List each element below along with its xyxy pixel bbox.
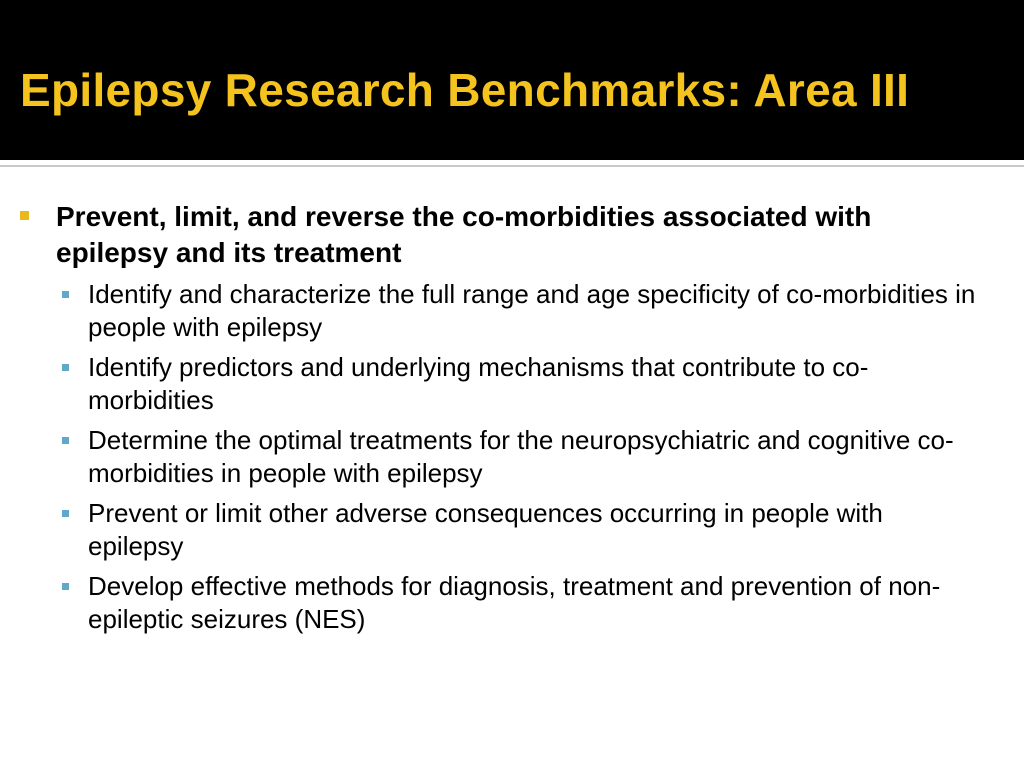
title-divider [0, 165, 1024, 167]
sub-bullet-text: Prevent or limit other adverse consequences occurring in people with epilepsy [88, 498, 883, 561]
square-bullet-icon [62, 437, 69, 444]
sub-bullet-item [18, 570, 978, 636]
sub-bullet-text: Identify predictors and underlying mechanisms that contribute to co-morbidities [88, 352, 869, 415]
main-bullet [18, 199, 978, 271]
square-bullet-icon [62, 291, 69, 298]
sub-bullet-text: Develop effective methods for diagnosis, treatment and prevention of non-epileptic seizures (NES) [88, 571, 941, 634]
sub-bullet-item [18, 424, 978, 490]
square-bullet-icon [62, 583, 69, 590]
sub-bullet-list [18, 278, 978, 636]
sub-bullet-item [18, 351, 978, 417]
sub-bullet-text: Identify and characterize the full range and age specificity of co-morbidities in people with epilepsy [88, 279, 976, 342]
sub-bullet-item [18, 497, 978, 563]
sub-bullet-item [18, 278, 978, 344]
slide-title: Epilepsy Research Benchmarks: Area III [20, 64, 910, 116]
square-bullet-icon [20, 211, 29, 220]
sub-bullet-text: Determine the optimal treatments for the neuropsychiatric and cognitive co-morbidities in people with epilepsy [88, 425, 954, 488]
square-bullet-icon [62, 510, 69, 517]
main-bullet-text: Prevent, limit, and reverse the co-morbidities associated with epilepsy and its treatment [56, 201, 872, 268]
slide-content [18, 199, 978, 643]
title-bar [0, 0, 1024, 160]
square-bullet-icon [62, 364, 69, 371]
